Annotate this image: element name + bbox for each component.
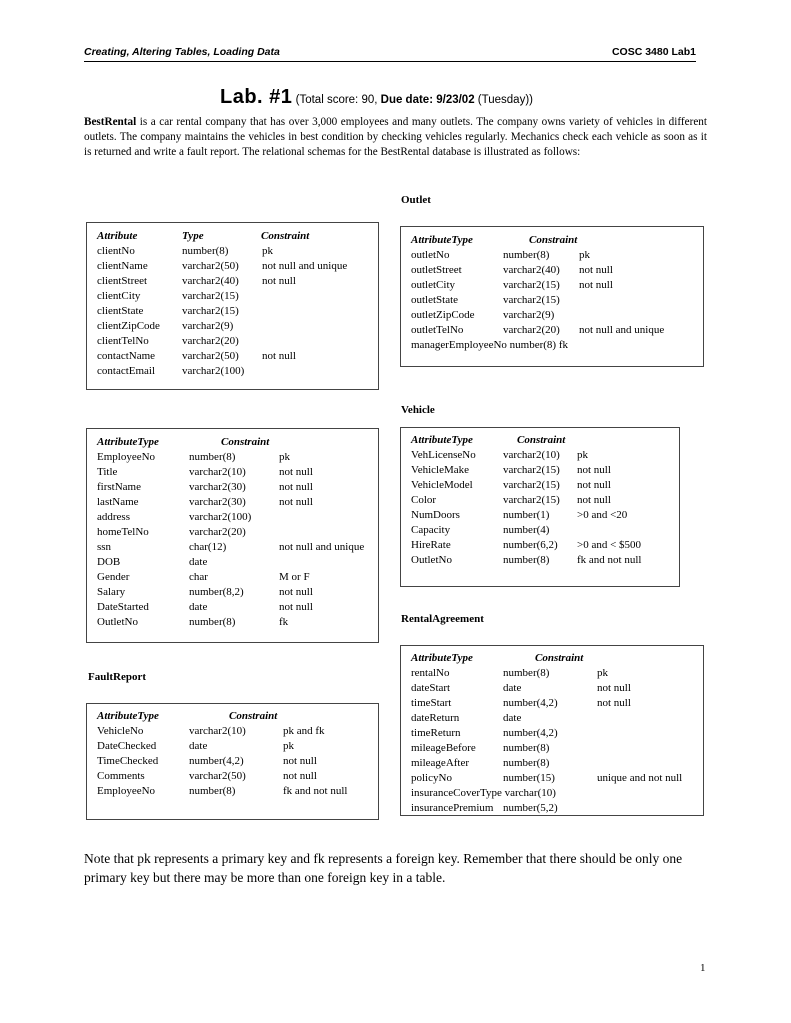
table-row — [401, 772, 703, 787]
table-row — [87, 290, 378, 305]
table-row — [401, 494, 679, 509]
client-column-header: Constraint — [261, 230, 310, 242]
attribute-cell: mileageBefore — [411, 742, 476, 754]
attribute-cell: VehicleMake — [411, 464, 470, 476]
constraint-cell: >0 and <20 — [577, 509, 628, 521]
vehicle-header-row — [401, 434, 679, 449]
constraint-cell: not null and unique — [579, 324, 665, 336]
attribute-cell: outletTelNo — [411, 324, 464, 336]
fault-table — [86, 703, 379, 820]
type-cell: number(8) — [182, 245, 229, 257]
type-cell: number(8) — [189, 451, 236, 463]
constraint-cell: pk — [283, 740, 294, 752]
table-row — [87, 245, 378, 260]
attribute-cell: mileageAfter — [411, 757, 470, 769]
attribute-cell: Comments — [97, 770, 145, 782]
attribute-cell: clientCity — [97, 290, 141, 302]
attribute-cell: timeStart — [411, 697, 452, 709]
table-row — [87, 496, 378, 511]
table-row — [87, 260, 378, 275]
footnote: Note that pk represents a primary key and fk represents a foreign key. Remember that there should be only one primary key but there may be more than one foreign key in a table. — [84, 851, 683, 885]
constraint-cell: not null — [279, 586, 313, 598]
constraint-cell: fk and not null — [283, 785, 348, 797]
table-row — [87, 616, 378, 631]
type-cell: varchar2(9) — [182, 320, 234, 332]
fault-label: FaultReport — [88, 671, 147, 683]
attribute-cell: rentalNo — [411, 667, 450, 679]
constraint-cell: pk — [577, 449, 588, 461]
type-cell: date — [503, 712, 522, 724]
attribute-cell: firstName — [97, 481, 141, 493]
constraint-cell: not null and unique — [279, 541, 365, 553]
table-row — [401, 324, 703, 339]
table-row — [87, 601, 378, 616]
table-row — [401, 787, 703, 802]
table-row — [401, 339, 703, 354]
constraint-cell: not null — [279, 601, 313, 613]
attribute-cell: address — [97, 511, 130, 523]
type-cell: varchar2(100) — [182, 365, 245, 377]
rental-column-header: Constraint — [535, 652, 584, 664]
table-row — [87, 526, 378, 541]
type-cell: varchar2(10) — [189, 725, 246, 737]
attribute-cell: outletCity — [411, 279, 455, 291]
page-number: 1 — [700, 962, 706, 974]
type-cell: char(12) — [189, 541, 227, 553]
vehicle-column-header: Constraint — [517, 434, 566, 446]
constraint-cell: not null — [283, 770, 317, 782]
table-row — [401, 554, 679, 569]
attribute-cell: NumDoors — [411, 509, 460, 521]
table-row — [401, 682, 703, 697]
attribute-cell: outletNo — [411, 249, 450, 261]
table-row — [401, 294, 703, 309]
table-row — [87, 305, 378, 320]
constraint-cell: unique and not null — [597, 772, 683, 784]
fault-column-header: Constraint — [229, 710, 278, 722]
client-table — [86, 222, 379, 390]
type-cell: number(4,2) — [503, 697, 558, 709]
employee-column-header: AttributeType — [97, 436, 159, 448]
attribute-cell: DOB — [97, 556, 121, 568]
table-row — [401, 727, 703, 742]
constraint-cell: pk — [597, 667, 608, 679]
table-row — [401, 509, 679, 524]
attribute-cell: Capacity — [411, 524, 451, 536]
table-row — [87, 320, 378, 335]
type-cell: number(5,2) — [503, 802, 558, 814]
type-cell: varchar2(40) — [503, 264, 560, 276]
table-row — [87, 481, 378, 496]
intro-company: BestRental — [84, 116, 137, 128]
attribute-cell: DateChecked — [97, 740, 157, 752]
attribute-cell: OutletNo — [97, 616, 138, 628]
constraint-cell: pk — [262, 245, 273, 257]
constraint-cell: fk — [279, 616, 289, 628]
type-cell: number(8) — [503, 742, 550, 754]
type-cell: number(8) — [189, 785, 236, 797]
attribute-cell: VehLicenseNo — [411, 449, 476, 461]
type-cell: varchar2(50) — [182, 260, 239, 272]
attribute-cell: VehicleNo — [97, 725, 144, 737]
attribute-cell: dateStart — [411, 682, 451, 694]
table-row — [87, 571, 378, 586]
table-row — [401, 309, 703, 324]
header-rule — [84, 61, 696, 62]
attribute-cell: homeTelNo — [97, 526, 149, 538]
table-row — [87, 740, 378, 755]
constraint-cell: not null — [262, 350, 296, 362]
table-row — [401, 697, 703, 712]
attribute-cell: EmployeeNo — [97, 785, 156, 797]
table-row — [87, 350, 378, 365]
type-cell: varchar2(15) — [503, 279, 560, 291]
outlet-header-row — [401, 234, 703, 249]
type-cell: varchar2(10) — [503, 449, 560, 461]
attribute-cell: clientTelNo — [97, 335, 149, 347]
attribute-cell: ssn — [97, 541, 112, 553]
constraint-cell: not null — [579, 264, 613, 276]
type-cell: number(1) — [503, 509, 550, 521]
attribute-cell: Color — [411, 494, 437, 506]
attribute-cell: timeReturn — [411, 727, 461, 739]
outlet-column-header: AttributeType — [411, 234, 473, 246]
table-row — [401, 524, 679, 539]
constraint-cell: not null — [579, 279, 613, 291]
constraint-cell: pk — [579, 249, 590, 261]
type-cell: number(8) — [503, 249, 550, 261]
table-row — [87, 725, 378, 740]
table-row — [401, 667, 703, 682]
type-cell: varchar2(15) — [182, 305, 239, 317]
attribute-cell: Gender — [97, 571, 130, 583]
client-header-row — [87, 230, 378, 245]
intro-paragraph — [84, 115, 707, 160]
attribute-cell: Salary — [97, 586, 126, 598]
table-row — [401, 742, 703, 757]
table-row — [401, 757, 703, 772]
constraint-cell: not null and unique — [262, 260, 348, 272]
intro-text: is a car rental company that has over 3,000 employees and many outlets. The company owns variety of vehicles in different outlets. The company maintains the vehicles in best condition by checking vehicles regularly. Mechanics check each vehicle as soon as it is returned and write a fault report. The relational schemas for the BestRental database is illustrated as follows: — [84, 116, 707, 158]
constraint-cell: >0 and < $500 — [577, 539, 642, 551]
type-cell: number(4) — [503, 524, 550, 536]
table-row — [87, 541, 378, 556]
attribute-cell: outletStreet — [411, 264, 462, 276]
attribute-cell: contactName — [97, 350, 156, 362]
rental-table — [400, 645, 704, 816]
type-cell: date — [189, 740, 208, 752]
fault-header-row — [87, 710, 378, 725]
attribute-cell: contactEmail — [97, 365, 156, 377]
type-cell: varchar2(20) — [189, 526, 246, 538]
type-cell: number(8) — [503, 667, 550, 679]
type-cell: varchar2(50) — [182, 350, 239, 362]
constraint-cell: not null — [577, 479, 611, 491]
title-close: (Tuesday)) — [474, 94, 533, 106]
constraint-cell: not null — [283, 755, 317, 767]
title-due: Due date: 9/23/02 — [380, 94, 475, 106]
fault-column-header: AttributeType — [97, 710, 159, 722]
attribute-cell: clientStreet — [97, 275, 148, 287]
vehicle-table — [400, 427, 680, 587]
attribute-cell: clientState — [97, 305, 144, 317]
attribute-cell: clientZipCode — [97, 320, 160, 332]
table-row — [401, 479, 679, 494]
constraint-cell: M or F — [279, 571, 310, 583]
type-cell: char — [189, 571, 208, 583]
client-column-header: Type — [182, 230, 204, 242]
type-cell: number(8) — [189, 616, 236, 628]
type-cell: varchar2(10) — [189, 466, 246, 478]
attribute-cell: OutletNo — [411, 554, 452, 566]
table-row — [401, 539, 679, 554]
constraint-cell: not null — [597, 697, 631, 709]
table-row — [87, 770, 378, 785]
constraint-cell: not null — [279, 496, 313, 508]
type-cell: varchar2(15) — [503, 464, 560, 476]
rental-column-header: AttributeType — [411, 652, 473, 664]
employee-column-header: Constraint — [221, 436, 270, 448]
rental-label: RentalAgreement — [401, 613, 484, 625]
type-cell: varchar2(100) — [189, 511, 252, 523]
table-row — [87, 785, 378, 800]
attribute-cell: clientNo — [97, 245, 135, 257]
table-row — [87, 466, 378, 481]
rental-header-row — [401, 652, 703, 667]
constraint-cell: not null — [279, 481, 313, 493]
constraint-cell: not null — [597, 682, 631, 694]
title-open: (Total score: 90, — [295, 94, 381, 106]
client-column-header: Attribute — [97, 230, 138, 242]
type-cell: date — [189, 556, 208, 568]
type-cell: varchar2(30) — [189, 481, 246, 493]
table-row — [87, 755, 378, 770]
constraint-cell: not null — [577, 464, 611, 476]
attribute-cell: DateStarted — [97, 601, 149, 613]
type-cell: date — [503, 682, 522, 694]
table-row — [401, 279, 703, 294]
table-row — [401, 449, 679, 464]
constraint-cell: not null — [262, 275, 296, 287]
constraint-cell: not null — [577, 494, 611, 506]
attribute-cell: outletZipCode — [411, 309, 475, 321]
constraint-cell: pk and fk — [283, 725, 325, 737]
attribute-cell: lastName — [97, 496, 139, 508]
attribute-cell: clientName — [97, 260, 148, 272]
table-row — [87, 586, 378, 601]
table-row — [401, 249, 703, 264]
title-main: Lab. #1 — [220, 86, 293, 108]
type-cell: number(8) — [503, 757, 550, 769]
outlet-column-header: Constraint — [529, 234, 578, 246]
table-row — [87, 365, 378, 380]
type-cell: number(8) — [503, 554, 550, 566]
type-cell: number(4,2) — [503, 727, 558, 739]
outlet-table — [400, 226, 704, 367]
type-cell: number(8,2) — [189, 586, 244, 598]
type-cell: varchar2(9) — [503, 309, 555, 321]
table-row — [401, 802, 703, 817]
page-header — [84, 46, 696, 60]
attribute-cell: outletState — [411, 294, 459, 306]
type-cell: varchar2(15) — [503, 479, 560, 491]
type-cell: varchar2(15) — [503, 494, 560, 506]
vehicle-label: Vehicle — [401, 404, 435, 416]
header-left: Creating, Altering Tables, Loading Data — [84, 46, 280, 58]
type-cell: varchar2(40) — [182, 275, 239, 287]
outlet-label: Outlet — [401, 194, 431, 206]
attribute-cell: policyNo — [411, 772, 452, 784]
table-row — [87, 275, 378, 290]
table-row — [401, 464, 679, 479]
type-cell: varchar2(20) — [503, 324, 560, 336]
table-row — [87, 451, 378, 466]
employee-table — [86, 428, 379, 643]
constraint-cell: not null — [279, 466, 313, 478]
type-cell: number(4,2) — [189, 755, 244, 767]
header-right: COSC 3480 Lab1 — [611, 46, 696, 58]
constraint-cell: fk and not null — [577, 554, 642, 566]
attribute-cell: TimeChecked — [97, 755, 159, 767]
type-cell: varchar2(50) — [189, 770, 246, 782]
attribute-cell: dateReturn — [411, 712, 460, 724]
attribute-cell: HireRate — [411, 539, 451, 551]
table-row — [87, 335, 378, 350]
attribute-cell: Title — [97, 466, 118, 478]
type-cell: number(6,2) — [503, 539, 558, 551]
type-cell: number(15) — [503, 772, 555, 784]
attribute-cell: EmployeeNo — [97, 451, 156, 463]
vehicle-column-header: AttributeType — [411, 434, 473, 446]
constraint-cell: pk — [279, 451, 290, 463]
table-row — [401, 264, 703, 279]
type-cell: varchar2(15) — [182, 290, 239, 302]
page-title — [220, 86, 533, 109]
table-row — [401, 712, 703, 727]
type-cell: varchar2(20) — [182, 335, 239, 347]
attribute-cell: managerEmployeeNo number(8) fk — [411, 339, 568, 351]
table-row — [87, 556, 378, 571]
type-cell: varchar2(30) — [189, 496, 246, 508]
attribute-cell: insurancePremium — [411, 802, 494, 814]
table-row — [87, 511, 378, 526]
attribute-cell: VehicleModel — [411, 479, 473, 491]
type-cell: varchar2(15) — [503, 294, 560, 306]
employee-header-row — [87, 436, 378, 451]
attribute-cell: insuranceCoverType varchar(10) — [411, 787, 556, 799]
type-cell: date — [189, 601, 208, 613]
